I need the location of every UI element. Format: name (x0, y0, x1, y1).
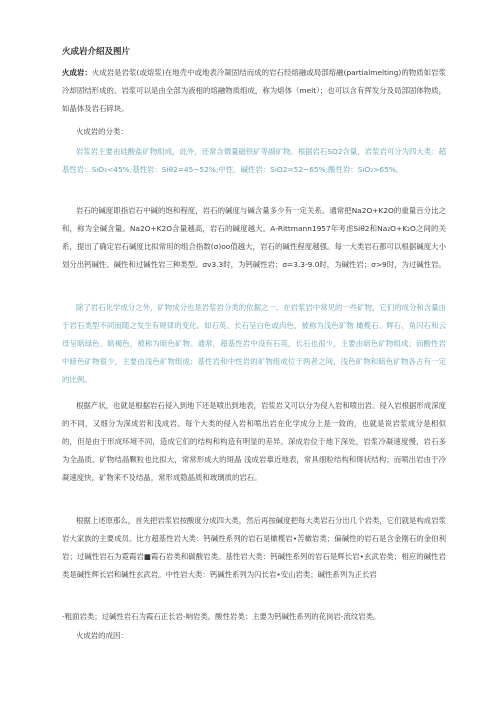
paragraph-alkalinity: 岩石的碱度即指岩石中碱的饱和程度，岩石的碱度与碱含量多少有一定关系。通常把Na2O+K2O的重量百分比之和，称为全碱含量。Na2O+K2O含量越高，岩石的碱度越大。A-Rittmann1957年考虑Siθ2和Na₂O+K₂O之间的关系，提出了确定岩石碱度比拟常用的组合指数(σ)oo值越大，岩石的碱性程度越强。每一大类岩石都可以根据碱度大小划分出钙碱性、碱性和过碱性岩三种类型。σv3.3时，为钙碱性岩；σ=3.3-9.0时，为碱性岩；σ>9时，为过碱性岩。 (62, 206, 446, 269)
genesis-heading: 火成岩的成因： (76, 631, 128, 640)
paragraph-silica-classification: 岩浆岩主要由硅酸盐矿物组成，此外，还常含微量磁铁矿等副矿物。根据岩石SQ2含量，岩浆岩可分为四大类：超基性岩：SiO₂<45%;基性岩：Siθ2=45~52%;中性、碱性岩：SiO2=52~65%;酸性岩：SiO₂>65%。 (62, 147, 446, 174)
paragraph-rock-families-continued: -粗面岩类；过碱性岩石为霞石正长岩-响岩类。酸性岩类：主要为钙碱性系列的花岗岩-流纹岩类。 (62, 612, 381, 621)
classification-heading: 火成岩的分类： (76, 127, 128, 136)
paragraph-rock-families: 根据上述原那么，首先把岩浆岩按酸度分成四大类，然后再按碱度把每大类岩石分出几个岩类，它们就是构成岩浆岩大家族的主要成员。比方超基性岩大类：钙碱性系列的岩石是橄榄岩•苦橄岩类；偏碱性的岩石是含金刚石的金伯利岩；过碱性岩石为霓霞岩■霞石岩类和碳酸岩类。基性岩大类：钙碱性系列的岩石是辉长岩•玄武岩类；相应的碱性岩类是碱性辉长岩和碱性玄武岩。中性岩大类：钙碱性系列为闪长岩•安山岩类；碱性系列为正长岩 (62, 516, 446, 579)
paragraph-occurrence: 根据产状，也就是根据岩石侵入到地下还是喷出到地表，岩浆岩又可以分为侵入岩和喷出岩。侵入岩根据形成深度的不同，又细分为深成岩和浅成岩。每个大类的侵入岩和喷出岩在化学成分上是一致的，也就是说岩浆成分是相似的，但是由于形成环境不同，造成它们的结构和构造有明显的差异。深成岩位于地下深处，岩浆冷凝速度慢，岩石多为全晶质、矿物结晶颗粒也比拟大，常常形成大的斑晶 浅成岩靠近地表，常具细粒结构和斑状结构；而喷出岩由于冷凝速度快，矿物来不及结晶，常形成隐晶质和玻璃质的岩石。 (62, 401, 446, 482)
paragraph-definition (62, 64, 446, 118)
paragraph-mineral-composition: 除了岩石化学成分之外，矿物成分也是岩浆岩分类的依据之一。在岩浆岩中常见的一些矿物，它们的成分和含量由于岩石类型不同而随之发生有规律的变化。如石英、长石呈白色或肉色，被称为浅色矿物 橄榄石、辉石、角闪石和云母呈暗绿色、暗褐色，被称为暗色矿物。通常，超基性岩中没有石英，长石也很少，主要由暗色矿物组成；而酸性岩中暗色矿物很少，主要由浅色矿物组成；基性岩和中性岩的矿物组成位于两者之间，浅色矿物和暗色矿物各占有一定的比例。 (62, 303, 446, 384)
term-igneous-rock: 火成岩： (62, 68, 92, 77)
definition-text: 火成岩是岩浆(或熔浆)在地壳中或地表冷凝固结而成的岩石经熔融或局部熔融(partialmelting)的物质如岩浆冷却固结形成的。岩浆可以是由全部为液相的熔融物质组成，称为熔体（melt）；也可以含有挥发分及局部固体物质，如晶体及岩石碎块。 (62, 68, 446, 113)
document-title: 火成岩介绍及图片 (62, 47, 131, 57)
